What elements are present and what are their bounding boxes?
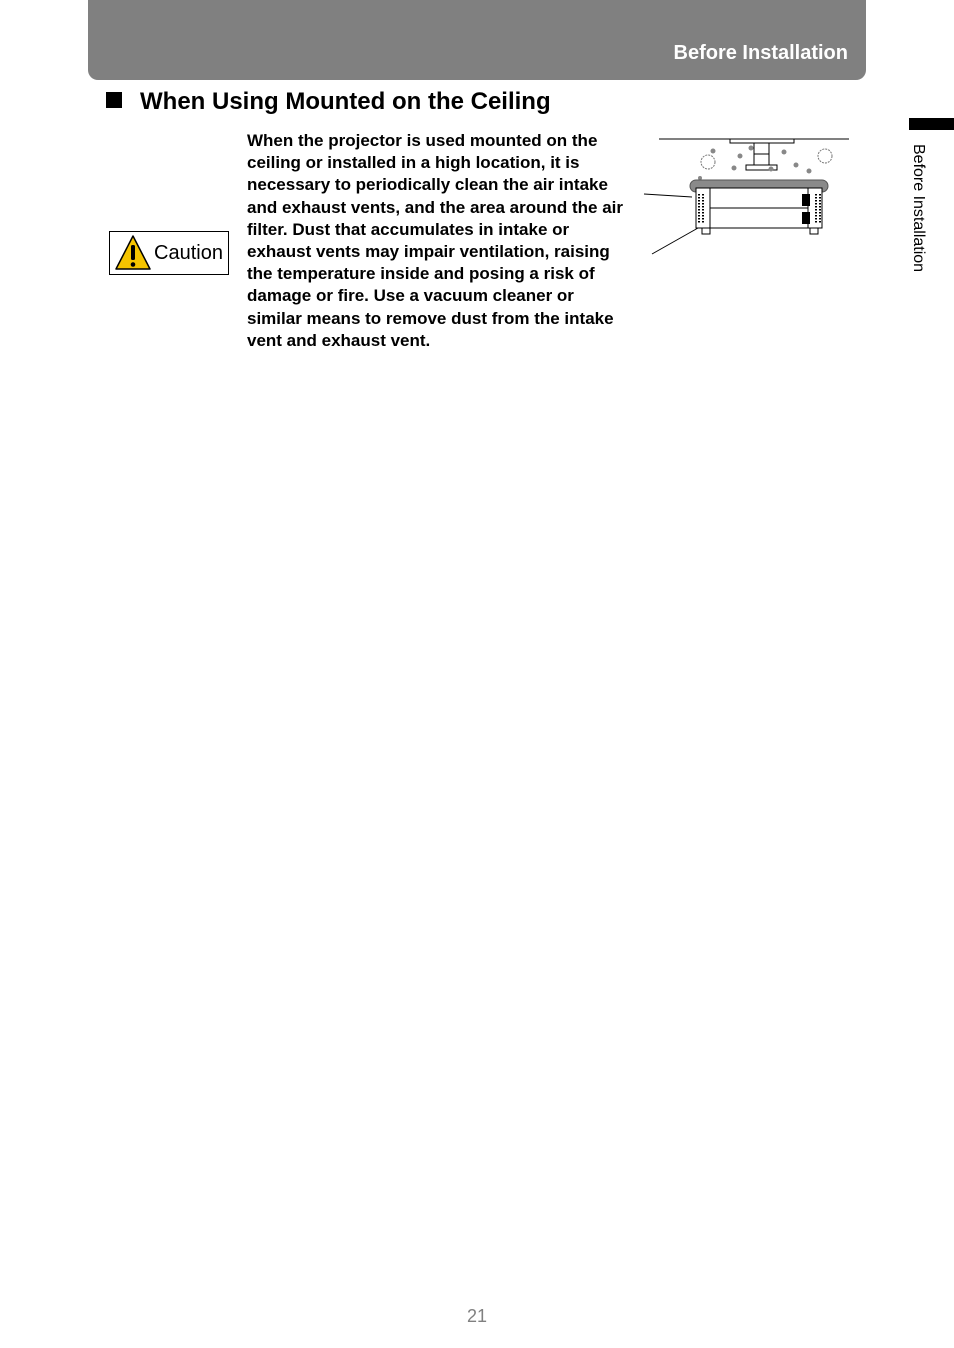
header-title: Before Installation	[673, 42, 848, 64]
square-bullet-icon	[106, 92, 122, 108]
caution-label: Caution	[154, 241, 223, 264]
section-heading-text: When Using Mounted on the Ceiling	[140, 88, 551, 115]
caution-text: When the projector is used mounted on the ceiling or installed in a high location, it is necessary to periodically clean the air intake and exhaust vents, and the area around the air filter. Dust that accumulates in intake or exhaust vents may impair ventilation, raising the temperature inside and posing a risk of damage or fire. Use a vacuum cleaner or similar means to remove dust from the intake vent and exhaust vent.	[247, 131, 623, 350]
side-tab-label: Before Installation	[910, 144, 927, 273]
header-bar	[88, 0, 866, 80]
side-tab-marker	[909, 118, 954, 130]
ceiling-mounted-projector-illustration	[640, 130, 855, 260]
page-number: 21	[466, 1306, 488, 1326]
warning-triangle-icon	[114, 234, 152, 272]
caution-badge	[109, 231, 229, 275]
section-heading	[106, 88, 551, 116]
